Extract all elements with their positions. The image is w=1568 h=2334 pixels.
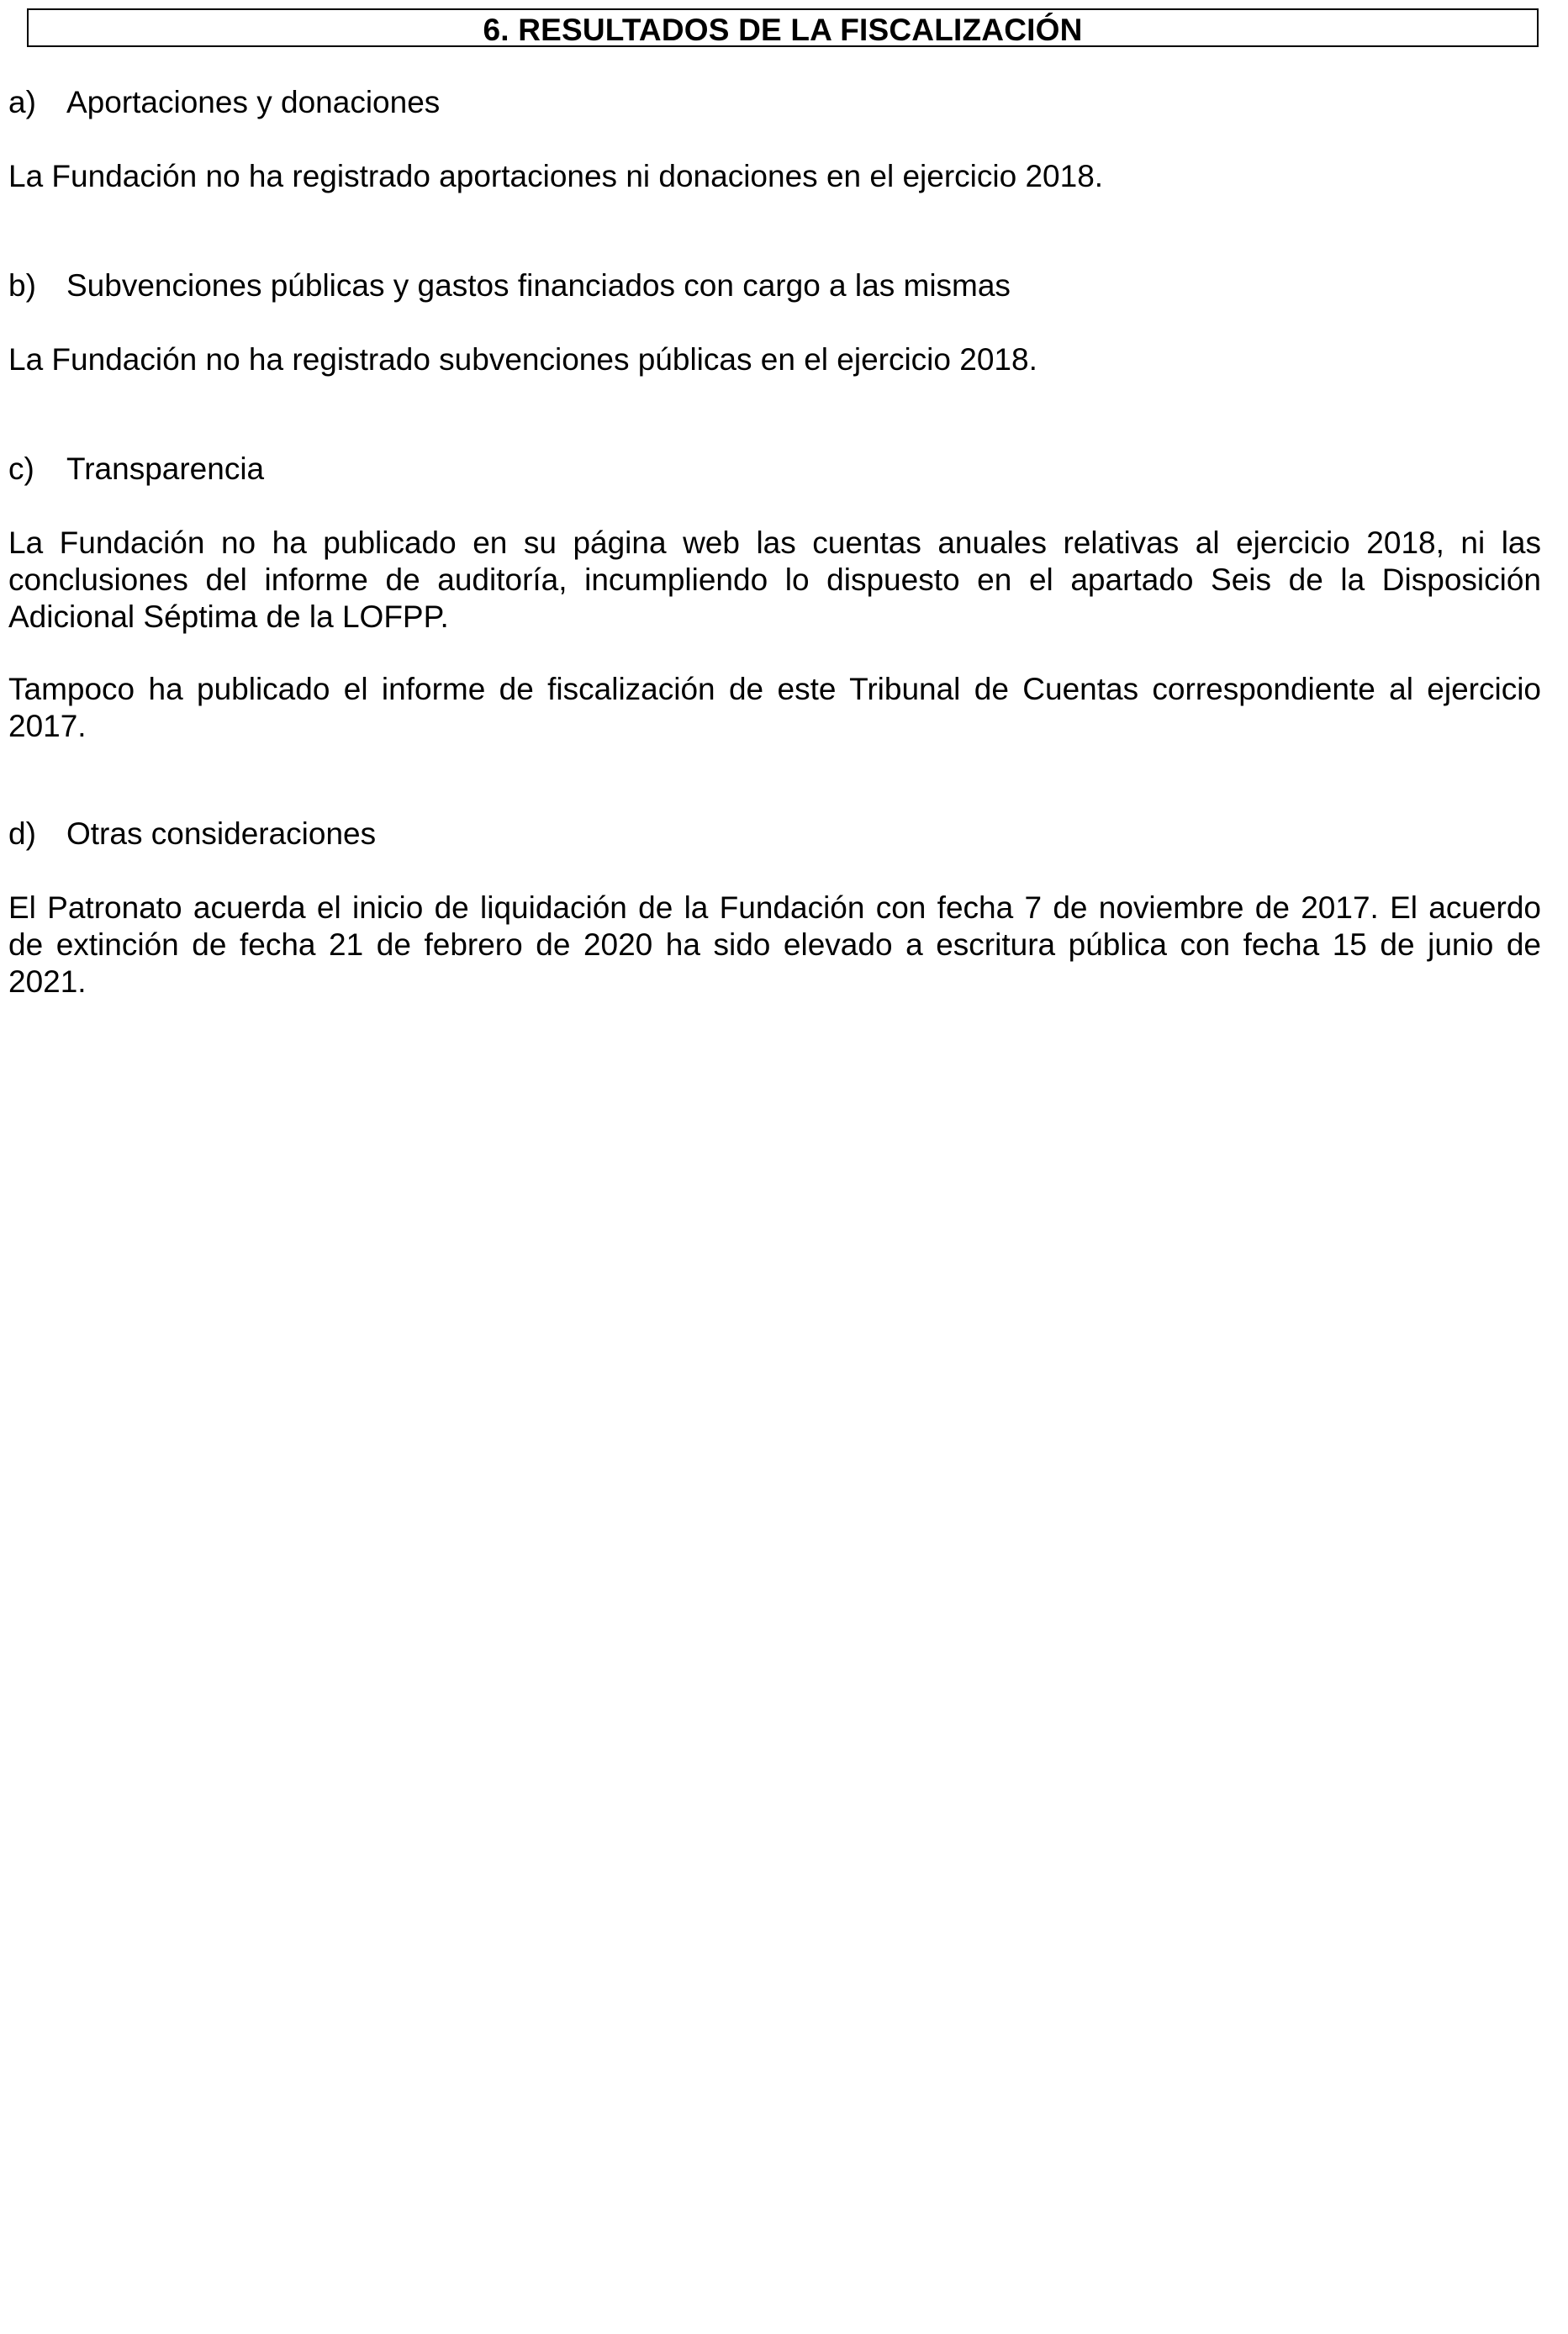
subsection-marker: d)	[8, 816, 36, 851]
subsection-a-paragraph-1	[8, 158, 1541, 195]
subsection-c-paragraph-2	[8, 671, 1541, 745]
subsection-marker: c)	[8, 451, 34, 486]
paragraph-line: La Fundación no ha registrado subvenciones públicas en el ejercicio 2018.	[8, 342, 1037, 377]
subsection-d-heading	[8, 816, 376, 853]
paragraph-line: conclusiones del informe de auditoría, incumpliendo lo dispuesto en el apartado Seis de la Disposición	[8, 562, 1541, 597]
paragraph-line: 2021.	[8, 964, 87, 999]
paragraph-line: El Patronato acuerda el inicio de liquidación de la Fundación con fecha 7 de noviembre de 2017. El acuerdo	[8, 890, 1541, 925]
subsection-marker: b)	[8, 268, 36, 303]
subsection-c-paragraph-1	[8, 525, 1541, 636]
subsection-a-heading	[8, 84, 440, 121]
subsection-b-paragraph-1	[8, 341, 1541, 378]
paragraph-line: La Fundación no ha publicado en su página web las cuentas anuales relativas al ejercicio 2018, ni las	[8, 525, 1541, 560]
subsection-title: Otras consideraciones	[66, 816, 377, 851]
subsection-d-paragraph-1	[8, 890, 1541, 1001]
paragraph-line: de extinción de fecha 21 de febrero de 2020 ha sido elevado a escritura pública con fecha 15 de junio de	[8, 927, 1541, 962]
paragraph-line: 2017.	[8, 709, 87, 743]
subsection-title: Aportaciones y donaciones	[66, 85, 441, 119]
paragraph-line: Tampoco ha publicado el informe de fiscalización de este Tribunal de Cuentas correspondiente al ejercicio	[8, 672, 1541, 706]
subsection-title: Transparencia	[66, 451, 265, 486]
subsection-marker: a)	[8, 85, 36, 119]
subsection-c-heading	[8, 451, 264, 488]
subsection-title: Subvenciones públicas y gastos financiados con cargo a las mismas	[66, 268, 1011, 303]
paragraph-line: La Fundación no ha registrado aportaciones ni donaciones en el ejercicio 2018.	[8, 159, 1104, 193]
subsection-b-heading	[8, 267, 1011, 304]
section-title: 6. RESULTADOS DE LA FISCALIZACIÓN	[483, 13, 1083, 47]
section-header-box	[27, 8, 1539, 47]
paragraph-line: Adicional Séptima de la LOFPP.	[8, 599, 449, 634]
